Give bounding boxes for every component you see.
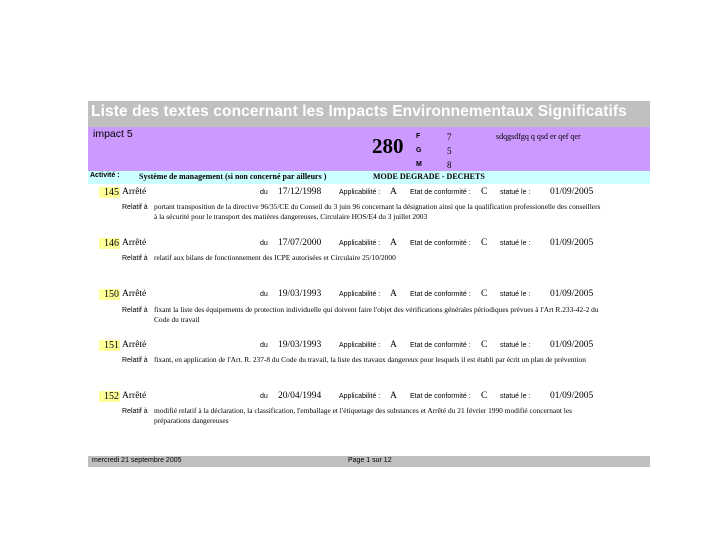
conformite-label: Etat de conformité : (410, 393, 471, 400)
entry-conformite: C (481, 340, 488, 350)
conformite-label: Etat de conformité : (410, 342, 471, 349)
entry-date: 17/12/1998 (278, 187, 322, 197)
entry-type: Arrêté (122, 238, 147, 248)
entry-applicabilite: A (390, 340, 397, 350)
report-title-bar (88, 101, 650, 127)
footer-date: mercredi 21 septembre 2005 (92, 457, 182, 464)
entry-statue: 01/09/2005 (550, 238, 594, 248)
entry-description: modifié relatif à la déclaration, la classification, l'emballage et l'étiquetage des substances et Arrêté du 21 février 1990 modifié concernant les préparations dangereuses (154, 406, 573, 425)
entry-conformite: C (481, 238, 488, 248)
activity-label: Activité : (90, 172, 120, 179)
date-label: du (260, 240, 268, 247)
footer-bar (88, 456, 650, 467)
entry-date: 19/03/1993 (278, 340, 322, 350)
entry-statue: 01/09/2005 (550, 391, 594, 401)
entry-conformite: C (481, 391, 488, 401)
statue-label: statué le : (500, 342, 531, 349)
relatif-label: Relatif à (122, 307, 148, 314)
relatif-label: Relatif à (122, 408, 148, 415)
statue-label: statué le : (500, 393, 531, 400)
relatif-label: Relatif à (122, 255, 148, 262)
entry-applicabilite: A (390, 391, 397, 401)
conformite-label: Etat de conformité : (410, 291, 471, 298)
impact-note: sdqgsdfgq q qsd er qef qer (496, 132, 581, 141)
entry-applicabilite: A (390, 289, 397, 299)
applicabilite-label: Applicabilité : (339, 393, 381, 400)
conformite-label: Etat de conformité : (410, 189, 471, 196)
date-label: du (260, 189, 268, 196)
entry-statue: 01/09/2005 (550, 289, 594, 299)
statue-label: statué le : (500, 240, 531, 247)
factor-m-value: 8 (447, 160, 452, 170)
entry-number: 151 (99, 340, 120, 351)
entry-applicabilite: A (390, 238, 397, 248)
impact-label: impact 5 (93, 128, 133, 140)
entry-number: 152 (99, 391, 120, 402)
factor-f-letter: F (416, 133, 421, 140)
entry-type: Arrêté (122, 187, 147, 197)
entry-statue: 01/09/2005 (550, 340, 594, 350)
impact-score: 280 (372, 134, 404, 158)
entry-date: 19/03/1993 (278, 289, 322, 299)
statue-label: statué le : (500, 189, 531, 196)
activity-value: Système de management (si non concerné par ailleurs ) (139, 172, 327, 181)
factor-g-value: 5 (447, 146, 452, 156)
entry-number: 150 (99, 289, 120, 300)
date-label: du (260, 393, 268, 400)
entry-date: 20/04/1994 (278, 391, 322, 401)
report-title: Liste des textes concernant les Impacts Environnementaux Significatifs (91, 103, 627, 120)
applicabilite-label: Applicabilité : (339, 291, 381, 298)
entry-type: Arrêté (122, 289, 147, 299)
entry-conformite: C (481, 187, 488, 197)
date-label: du (260, 291, 268, 298)
entry-description: portant transposition de la directive 96/35/CE du Conseil du 3 juin 96 concernant la désignation ainsi que la qualification professionelle des conseillers à la sécurité pour le transport des matières dangereuses, Circulaire HOS/E4 du 3 juillet 2003 (154, 202, 601, 221)
relatif-label: Relatif à (122, 204, 148, 211)
entry-number: 145 (99, 187, 120, 198)
footer-page: Page 1 sur 12 (348, 457, 392, 464)
entry-type: Arrêté (122, 340, 147, 350)
impact-band (88, 127, 650, 171)
entry-date: 17/07/2000 (278, 238, 322, 248)
entry-number: 146 (99, 238, 120, 249)
factor-m-letter: M (416, 161, 422, 168)
entry-description: fixant, en application de l'Art. R. 237-8 du Code du travail, la liste des travaux dangereux pour lesquels il est établi par écrit un plan de prévention (154, 355, 586, 364)
relatif-label: Relatif à (122, 357, 148, 364)
applicabilite-label: Applicabilité : (339, 240, 381, 247)
applicabilite-label: Applicabilité : (339, 342, 381, 349)
date-label: du (260, 342, 268, 349)
statue-label: statué le : (500, 291, 531, 298)
entry-type: Arrêté (122, 391, 147, 401)
entry-description: relatif aux bilans de fonctionnement des ICPE autorisées et Circulaire 25/10/2000 (154, 253, 396, 262)
entry-description: fixant la liste des équipements de protection individuelle qui doivent faire l'objet des vérifications générales périodiques prévues à l'Art R.233-42-2 du Code du travail (154, 305, 599, 324)
factor-g-letter: G (416, 147, 422, 154)
activity-mode: MODE DEGRADE - DECHETS (373, 172, 485, 181)
activity-band (88, 171, 650, 184)
factor-f-value: 7 (447, 132, 452, 142)
entry-applicabilite: A (390, 187, 397, 197)
applicabilite-label: Applicabilité : (339, 189, 381, 196)
conformite-label: Etat de conformité : (410, 240, 471, 247)
entry-statue: 01/09/2005 (550, 187, 594, 197)
entry-conformite: C (481, 289, 488, 299)
